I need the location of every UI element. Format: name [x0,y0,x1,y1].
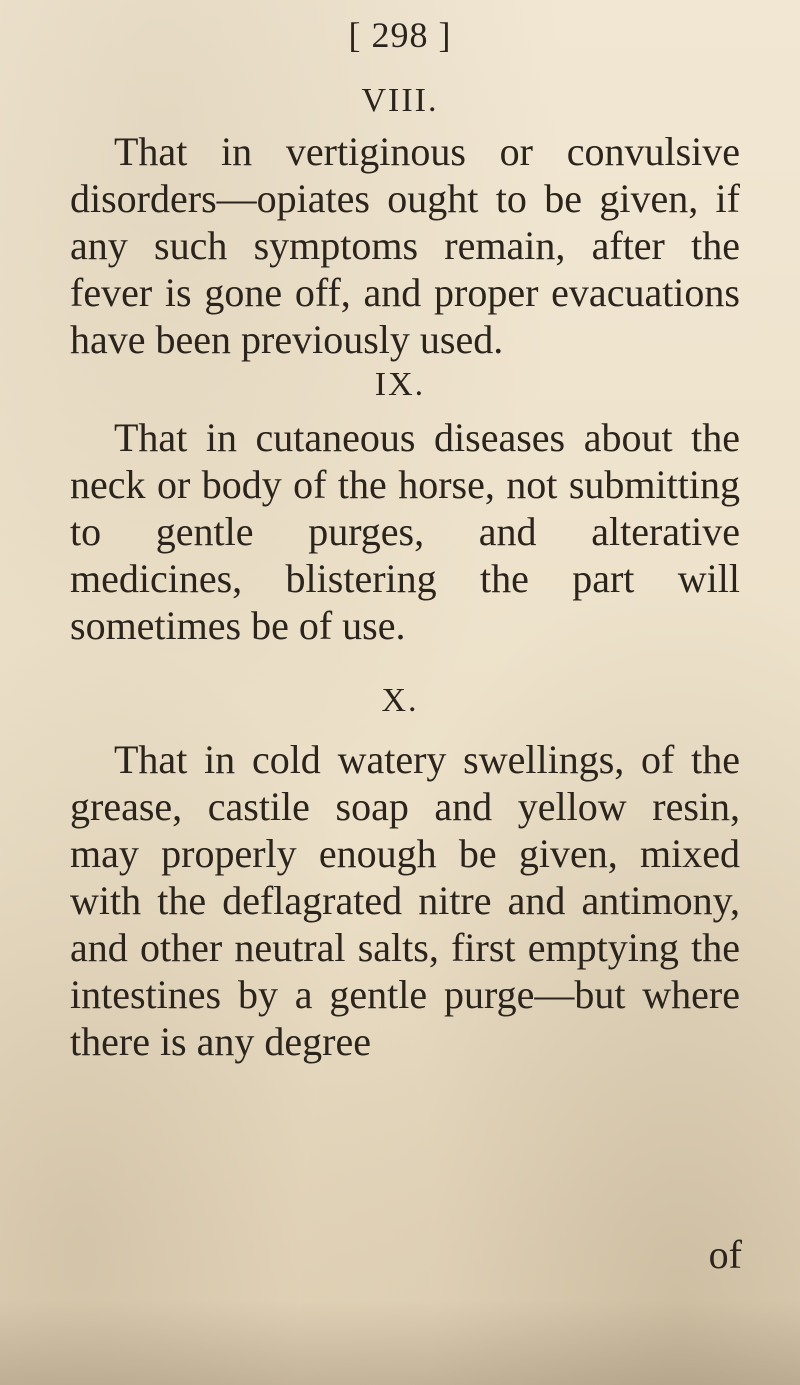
section-viii-heading [0,82,800,120]
section-numeral: X. [381,682,419,719]
section-x-paragraph [70,736,740,1065]
section-ix-paragraph [70,414,740,649]
catchword: of [708,1232,742,1277]
section-viii-paragraph [70,128,740,363]
section-x-heading [0,682,800,720]
section-numeral: VIII. [361,82,439,119]
page-number: [ 298 ] [348,15,452,55]
page-edge-shadow [0,1300,800,1385]
paragraph-text: That in vertiginous or convulsive disorders—opiates ought to be given, if any such symptoms remain, after the fever is gone off, and proper evacuations have been previously used. [70,129,740,362]
section-ix-heading [0,366,800,404]
paragraph-text: That in cutaneous diseases about the neck or body of the horse, not submitting to gentle purges, and alterative medicines, blistering the part will sometimes be of use. [70,415,740,648]
paragraph-text: That in cold watery swellings, of the grease, castile soap and yellow resin, may properly enough be given, mixed with the deflagrated nitre and antimony, and other neutral salts, first emptying the intestines by a gentle purge—but where there is any degree [70,737,740,1064]
section-numeral: IX. [374,366,426,403]
